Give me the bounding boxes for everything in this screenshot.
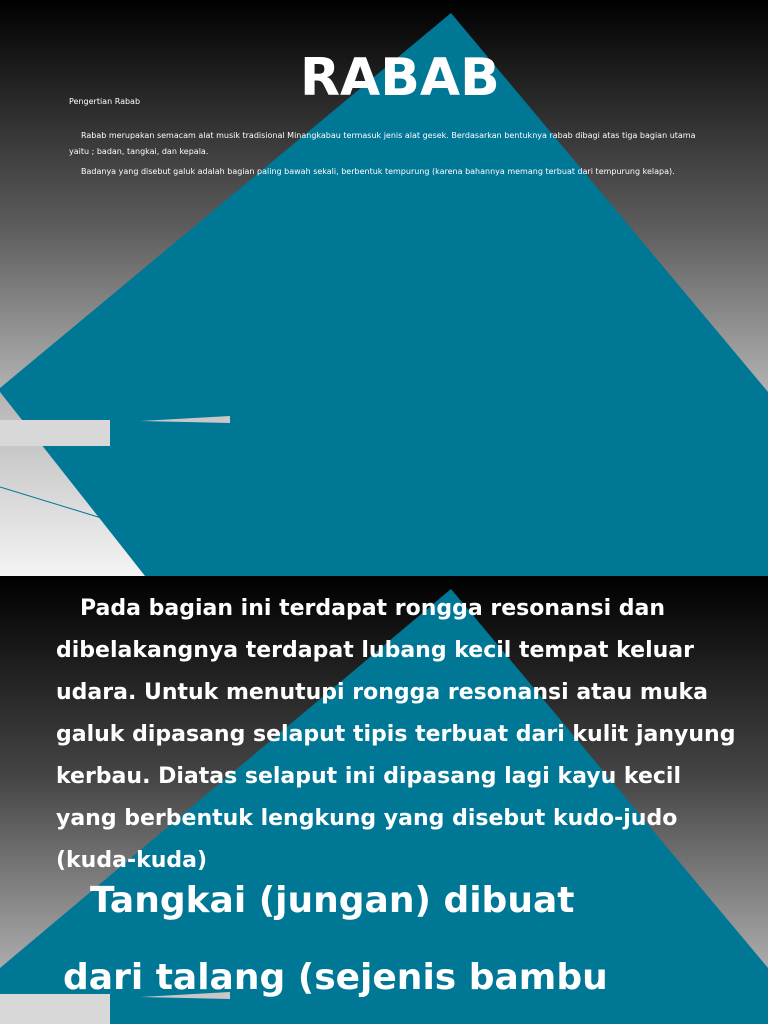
paragraph-2: Badanya yang disebut galuk adalah bagian paling bawah sekali, berbentuk tempurung (karena bahannya memang terbuat dari tempurung kelapa).: [81, 167, 675, 176]
paragraph-1: Rabab merupakan semacam alat musik tradisional Minangkabau termasuk jenis alat gesek. Berdasarkan bentuknya rabab dibagi atas tiga bagian utama yaitu ; badan, tangkai, dan kepala.: [69, 131, 696, 156]
slide-title: RABAB: [300, 48, 500, 108]
white-stripe-decoration: [0, 420, 110, 446]
subheading-line-1: Tangkai (jungan) dibuat: [90, 880, 575, 921]
slide-2: [0, 576, 768, 1024]
subheading-line-2: dari talang (sejenis bambu: [63, 957, 608, 998]
body-paragraph: Pada bagian ini terdapat rongga resonansi dan dibelakangnya terdapat lubang kecil tempat keluar udara. Untuk menutupi rongga resonansi atau muka galuk dipasang selaput tipis terbuat dari kulit janyung kerbau. Diatas selaput ini dipasang lagi kayu kecil yang berbentuk lengkung yang disebut kudo-judo (kuda-kuda): [56, 596, 736, 873]
section-heading: Pengertian Rabab: [69, 97, 141, 106]
